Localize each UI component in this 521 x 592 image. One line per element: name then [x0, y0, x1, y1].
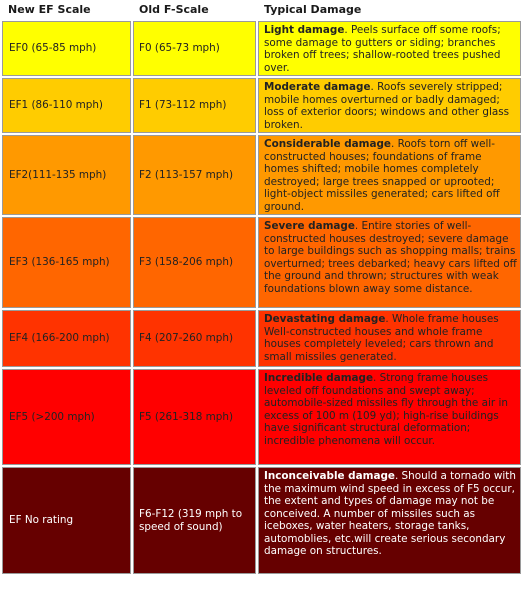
table-row — [2, 310, 521, 367]
damage-title: Inconceivable damage — [264, 470, 395, 482]
f-rating-cell: F1 (73-112 mph) — [133, 78, 256, 133]
damage-text: . Whole frame houses Well-constructed houses and whole frame houses completely leveled; cars thrown and small missiles generated. — [264, 313, 499, 363]
header-old-f-scale: Old F-Scale — [133, 2, 256, 19]
damage-description-cell — [258, 310, 521, 367]
f-rating-cell: F6-F12 (319 mph to speed of sound) — [133, 467, 256, 574]
damage-text: . Roofs severely stripped; mobile homes overturned or badly damaged; loss of exterior doors; windows and other glass broken. — [264, 81, 510, 131]
damage-text: . Strong frame houses leveled off foundations and swept away; automobile-sized missiles fly through the air in excess of 100 m (109 yd); high-rise buildings have significant structural deformation; incredible phenomena will occur. — [264, 372, 508, 447]
damage-title: Incredible damage — [264, 372, 374, 384]
f-rating-cell: F5 (261-318 mph) — [133, 369, 256, 465]
table-row — [2, 467, 521, 574]
table-row — [2, 369, 521, 465]
damage-text: . Entire stories of well-constructed houses destroyed; severe damage to large buildings such as shopping malls; trains overturned; trees debarked; heavy cars lifted off the ground and thrown; structures with weak foundations blown away some distance. — [264, 220, 517, 295]
damage-description-cell — [258, 78, 521, 133]
damage-description-cell — [258, 467, 521, 574]
f-rating-cell: F3 (158-206 mph) — [133, 217, 256, 308]
damage-text: . Should a tornado with the maximum wind speed in excess of F5 occur, the extent and types of damage may not be conceived. A number of missiles such as iceboxes, water heaters, storage tanks, automoblies, etc.will create serious secondary damage on structures. — [264, 470, 516, 557]
ef-rating-cell: EF5 (>200 mph) — [2, 369, 131, 465]
damage-title: Devastating damage — [264, 313, 386, 325]
damage-title: Moderate damage — [264, 81, 371, 93]
damage-text: . Roofs torn off well-constructed houses; foundations of frame homes shifted; mobile homes completely destroyed; large trees snapped or uprooted; light-object missiles generated; cars lifted off ground. — [264, 138, 500, 213]
ef-rating-cell: EF1 (86-110 mph) — [2, 78, 131, 133]
ef-rating-cell: EF2(111-135 mph) — [2, 135, 131, 215]
table-row — [2, 78, 521, 133]
table-row — [2, 135, 521, 215]
header-row — [2, 2, 521, 19]
damage-title: Considerable damage — [264, 138, 391, 150]
damage-description-cell — [258, 369, 521, 465]
header-new-ef-scale: New EF Scale — [2, 2, 131, 19]
damage-title: Light damage — [264, 24, 345, 36]
f-rating-cell: F2 (113-157 mph) — [133, 135, 256, 215]
ef-rating-cell: EF3 (136-165 mph) — [2, 217, 131, 308]
ef-rating-cell: EF0 (65-85 mph) — [2, 21, 131, 76]
damage-description-cell — [258, 217, 521, 308]
table-row — [2, 217, 521, 308]
damage-title: Severe damage — [264, 220, 355, 232]
ef-rating-cell: EF No rating — [2, 467, 131, 574]
damage-description-cell — [258, 135, 521, 215]
damage-text: . Peels surface off some roofs; some damage to gutters or siding; branches broken off trees; shallow-rooted trees pushed over. — [264, 24, 501, 74]
f-rating-cell: F4 (207-260 mph) — [133, 310, 256, 367]
ef-rating-cell: EF4 (166-200 mph) — [2, 310, 131, 367]
table-row — [2, 21, 521, 76]
header-typical-damage: Typical Damage — [258, 2, 521, 19]
damage-description-cell — [258, 21, 521, 76]
f-rating-cell: F0 (65-73 mph) — [133, 21, 256, 76]
